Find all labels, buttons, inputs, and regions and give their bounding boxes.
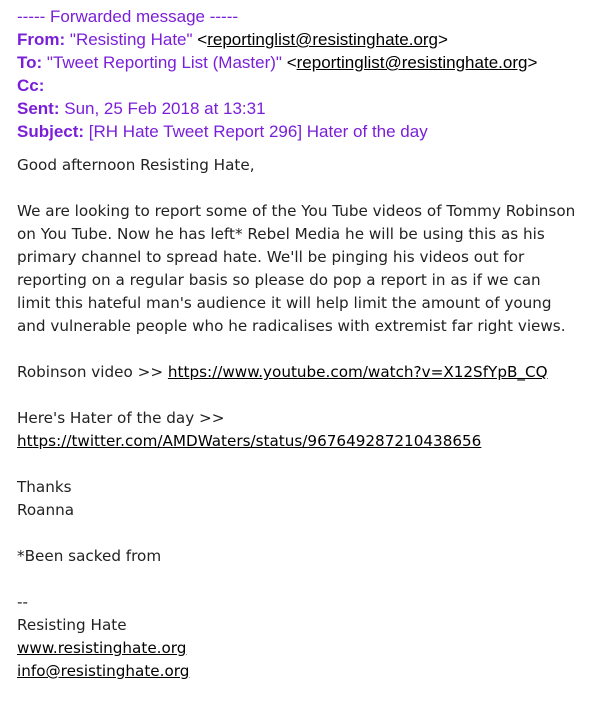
youtube-video-link[interactable]: https://www.youtube.com/watch?v=X12SfYpB_CQ [167, 363, 548, 381]
video-label: Robinson video >> [17, 363, 164, 381]
footnote: *Been sacked from [17, 547, 162, 565]
subject-value: [RH Hate Tweet Report 296] Hater of the day [88, 122, 428, 141]
signature [17, 591, 597, 683]
from-email-link[interactable]: reportinglist@resistinghate.org [207, 30, 439, 49]
signature-dashes: -- [17, 593, 28, 611]
paragraph-line: primary channel to spread hate. We'll be pinging his videos out for [17, 248, 525, 266]
to-name: "Tweet Reporting List (Master)" [46, 53, 282, 72]
paragraph-line: on You Tube. Now he has left* Rebel Media he will be using this as his [17, 225, 545, 243]
email-body [17, 154, 597, 683]
from-row [17, 28, 597, 51]
from-label: From: [17, 30, 66, 49]
subject-row [17, 120, 597, 143]
signoff-paragraph [17, 476, 597, 522]
paragraph-line: limit this hateful man's audience it will help limit the amount of young [17, 294, 552, 312]
sender-name: Roanna [17, 501, 75, 519]
thanks-text: Thanks [17, 478, 72, 496]
forwarded-message-label: ----- Forwarded message ----- [17, 7, 239, 26]
cc-label: Cc: [17, 76, 45, 95]
main-paragraph [17, 200, 597, 338]
from-email-wrapper: <reportinglist@resistinghate.org> [197, 30, 448, 49]
greeting: Good afternoon Resisting Hate, [17, 156, 255, 174]
cc-row [17, 74, 597, 97]
paragraph-line: reporting on a regular basis so please do pop a report in as if we can [17, 271, 541, 289]
signature-org: Resisting Hate [17, 616, 127, 634]
signature-email-link[interactable]: info@resistinghate.org [17, 662, 190, 680]
sent-row [17, 97, 597, 120]
to-email-link[interactable]: reportinglist@resistinghate.org [296, 53, 528, 72]
sent-value: Sun, 25 Feb 2018 at 13:31 [64, 99, 266, 118]
to-email-wrapper: <reportinglist@resistinghate.org> [286, 53, 538, 72]
signature-website-link[interactable]: www.resistinghate.org [17, 639, 187, 657]
twitter-status-link[interactable]: https://twitter.com/AMDWaters/status/967649287210438656 [17, 432, 482, 450]
sent-label: Sent: [17, 99, 60, 118]
forwarded-email [17, 5, 597, 706]
subject-label: Subject: [17, 122, 85, 141]
paragraph-line: and vulnerable people who he radicalises with extremist far right views. [17, 317, 566, 335]
to-label: To: [17, 53, 43, 72]
from-name: "Resisting Hate" [69, 30, 193, 49]
hater-label: Here's Hater of the day >> [17, 409, 225, 427]
hater-paragraph [17, 407, 597, 453]
forwarded-header [17, 5, 597, 143]
video-paragraph [17, 361, 597, 384]
to-row [17, 51, 597, 74]
paragraph-line: We are looking to report some of the You Tube videos of Tommy Robinson [17, 202, 576, 220]
